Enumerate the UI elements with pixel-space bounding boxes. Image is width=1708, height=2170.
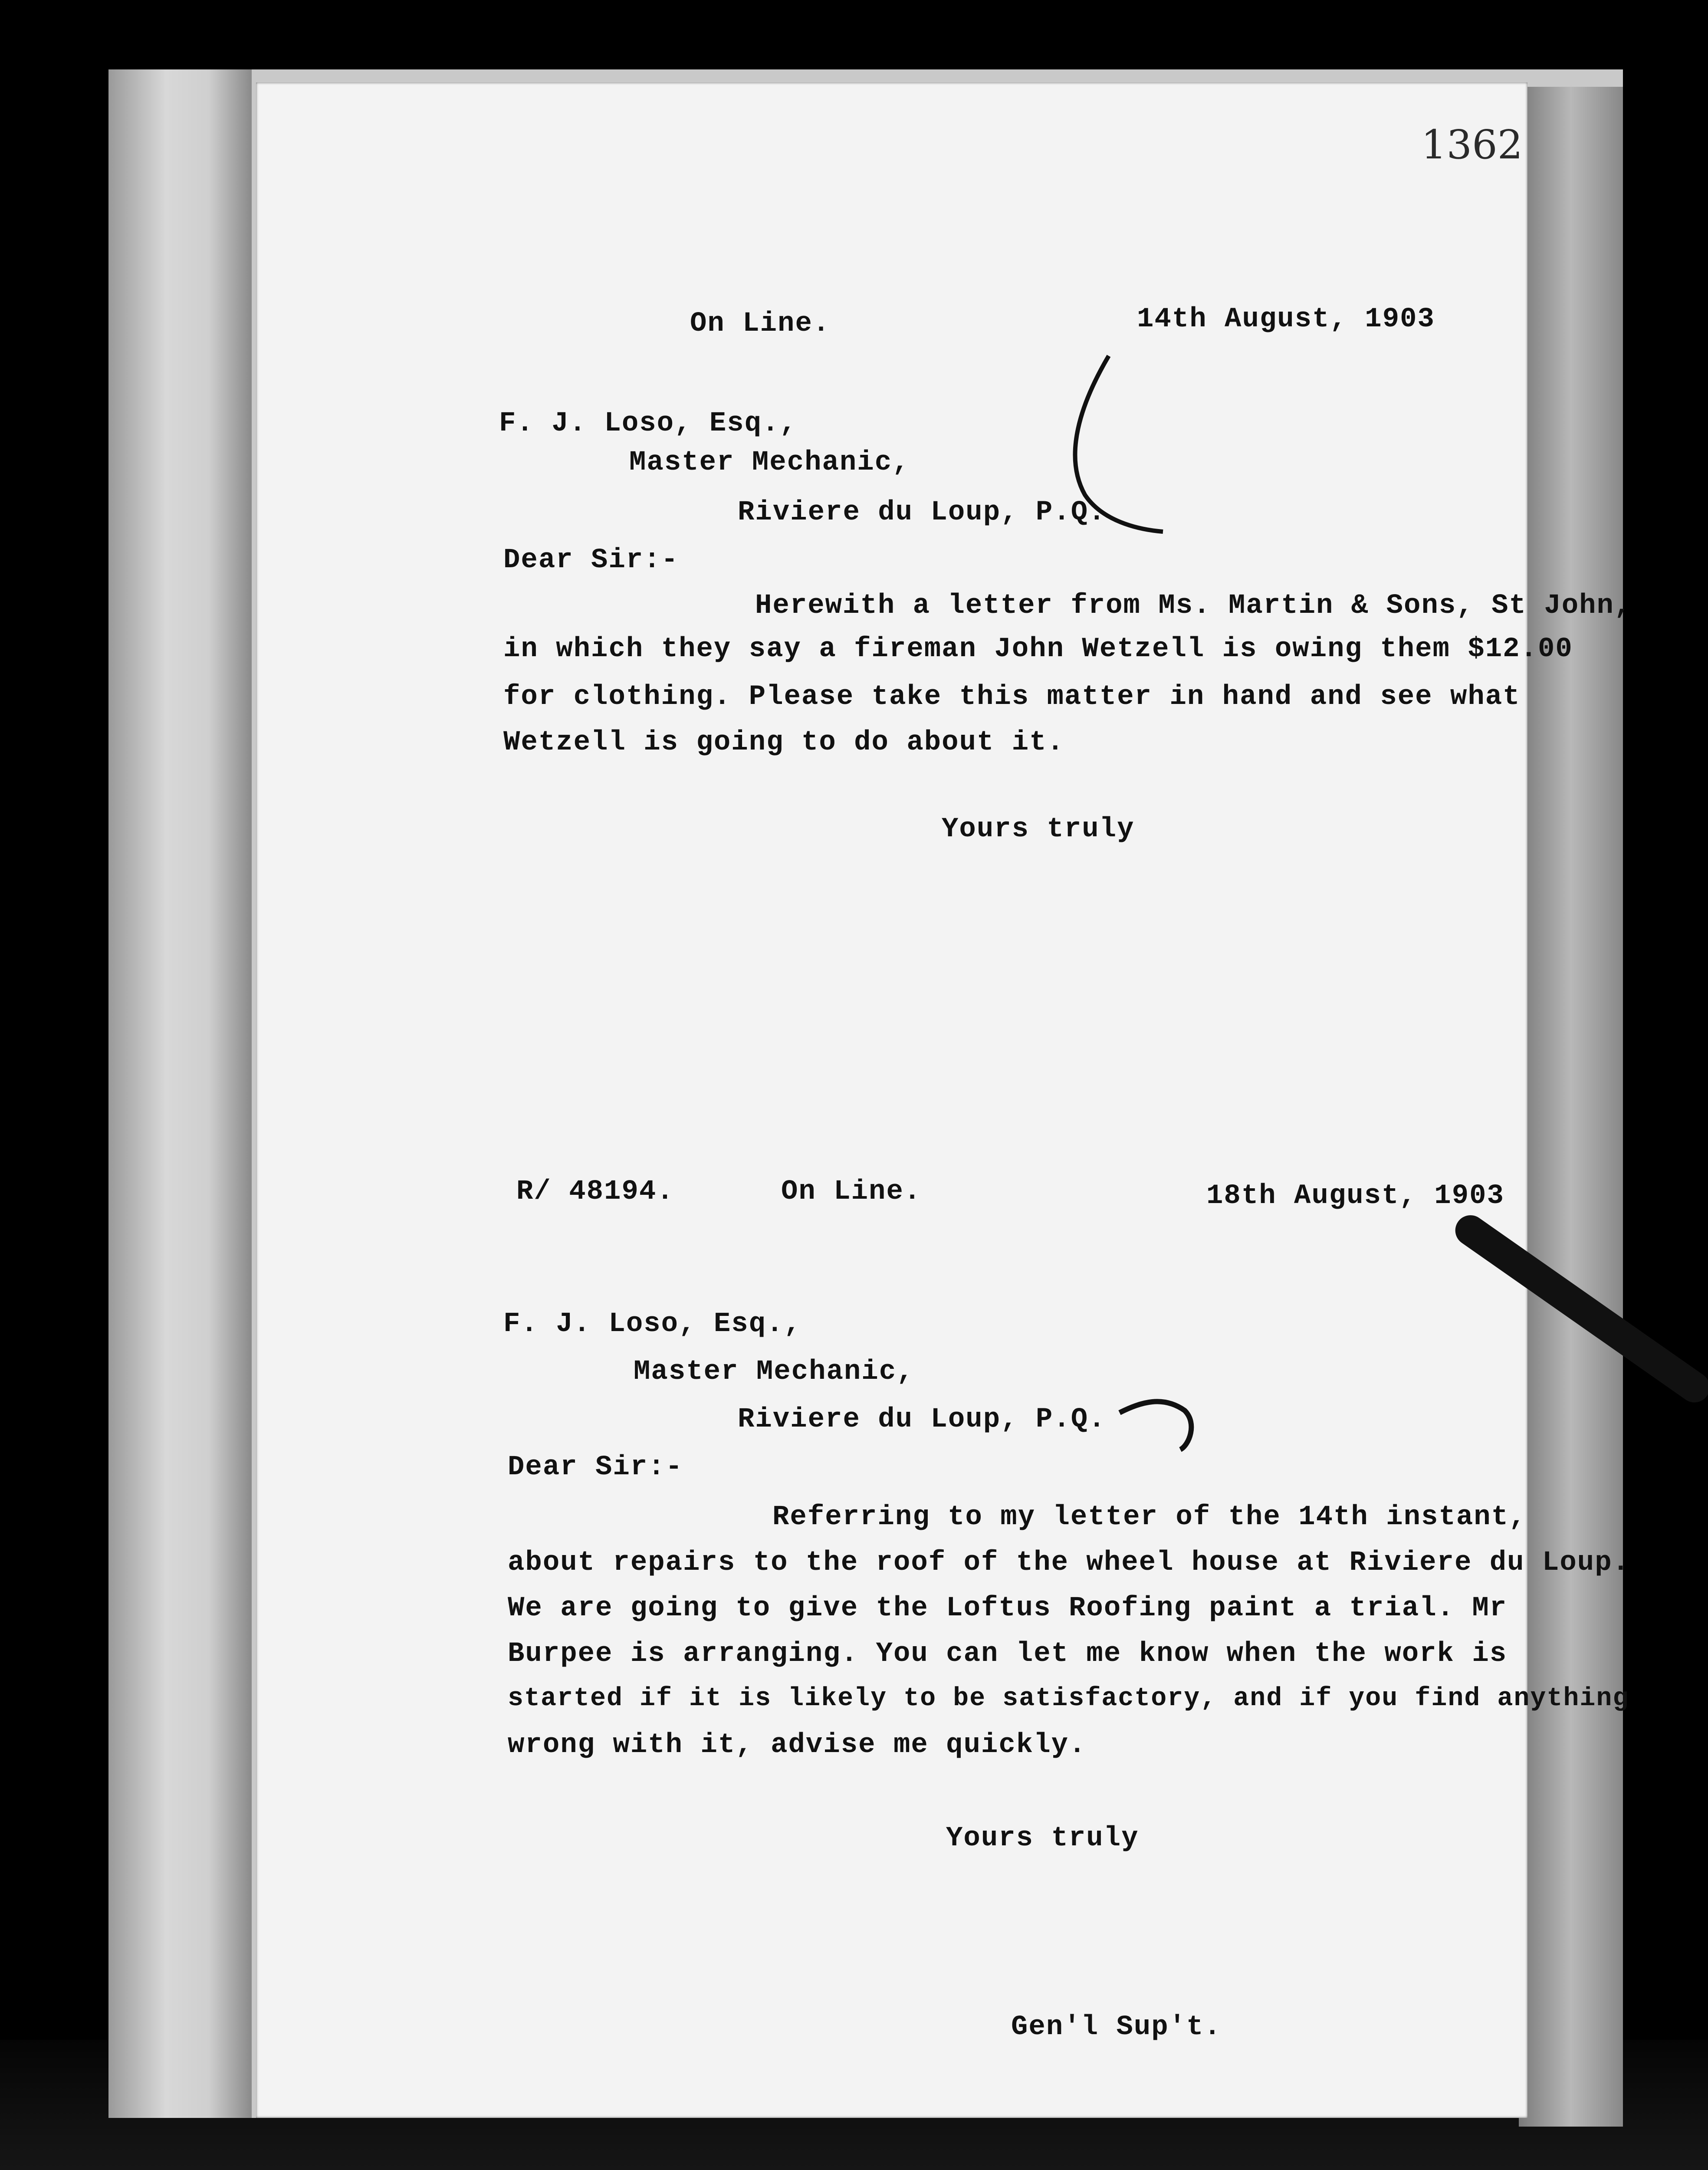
letter2-signature: Gen'l Sup't. [1011, 2012, 1222, 2043]
page-number: 1362 [1421, 122, 1523, 168]
letter1-date: 14th August, 1903 [1137, 304, 1435, 335]
letter1-addressee-title: Master Mechanic, [629, 447, 910, 478]
letter1-header: On Line. [690, 308, 831, 339]
letter1-addressee-name: F. J. Loso, Esq., [499, 408, 797, 439]
letter2-header: On Line. [781, 1176, 922, 1207]
letter1-body-line: for clothing. Please take this matter in hand and see what [503, 681, 1521, 713]
letter2-body-line: started if it is likely to be satisfactory, and if you find anything [508, 1684, 1629, 1713]
letter1-body-line: Herewith a letter from Ms. Martin & Sons, St John, [755, 590, 1632, 621]
letter2-date: 18th August, 1903 [1206, 1180, 1504, 1212]
letter1-body-line: in which they say a fireman John Wetzell is owing them $12.00 [503, 634, 1573, 665]
letter2-body-line: wrong with it, advise me quickly. [508, 1729, 1087, 1761]
letter2-body-line: Referring to my letter of the 14th instant, [772, 1502, 1527, 1533]
letter2-addressee-place: Riviere du Loup, P.Q. [738, 1404, 1106, 1435]
letter2-addressee-title: Master Mechanic, [634, 1356, 914, 1387]
letter2-body-line: Burpee is arranging. You can let me know when the work is [508, 1638, 1508, 1670]
letter2-reference: R/ 48194. [516, 1176, 674, 1207]
letter2-body-line: about repairs to the roof of the wheel house at Riviere du Loup. [508, 1547, 1630, 1578]
letter2-closing: Yours truly [946, 1823, 1139, 1854]
letter1-salutation: Dear Sir:- [503, 545, 679, 576]
letter1-closing: Yours truly [942, 814, 1135, 845]
letter2-salutation: Dear Sir:- [508, 1452, 683, 1483]
letter1-addressee-place: Riviere du Loup, P.Q. [738, 497, 1106, 528]
letter2-addressee-name: F. J. Loso, Esq., [503, 1309, 801, 1340]
letter2-body-line: We are going to give the Loftus Roofing paint a trial. Mr [508, 1593, 1508, 1624]
letter1-body-line: Wetzell is going to do about it. [503, 727, 1064, 758]
